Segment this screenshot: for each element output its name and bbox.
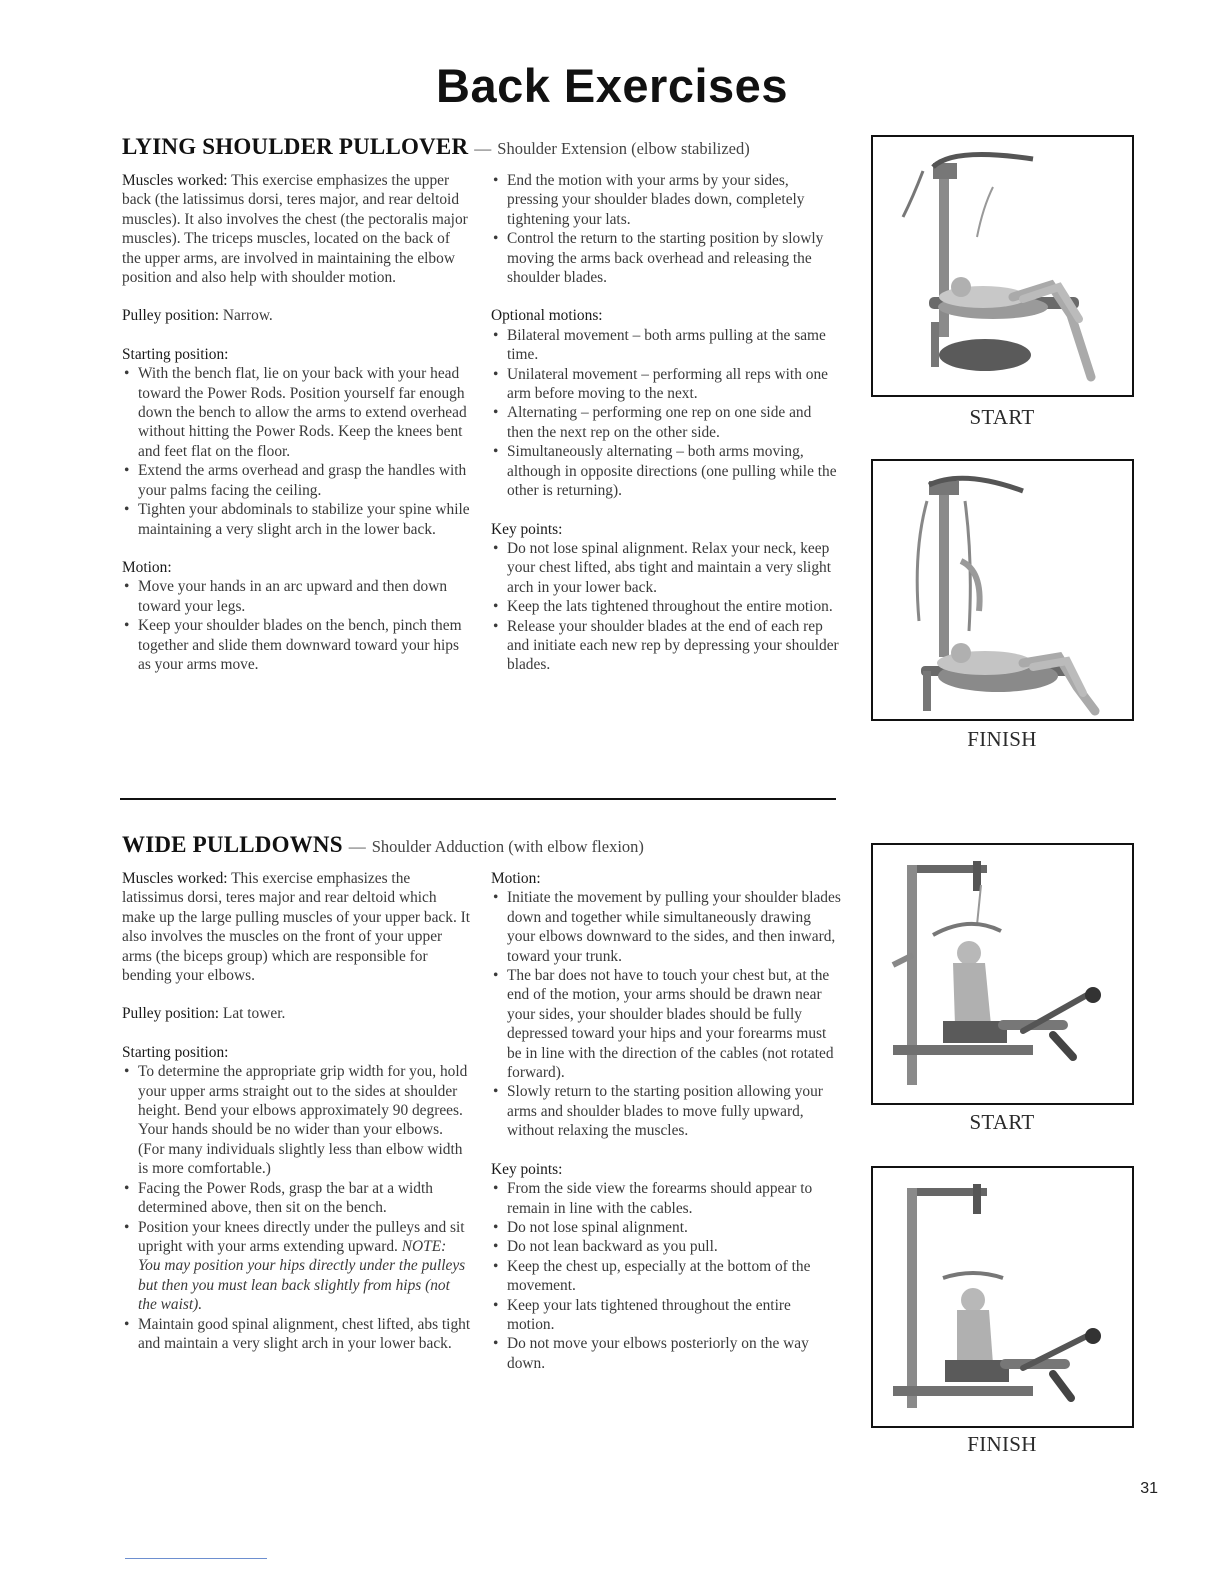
section1-muscles-text: This exercise emphasizes the upper back (the latissimus dorsi, teres major, and rear deltoid muscles). It also involves the chest (the pectoralis major muscles). The triceps muscles, located on the back of the upper arms, are involved in maintaining the elbow position and also help with shoulder motion.: [122, 172, 468, 287]
list-item: • The bar does not have to touch your chest but, at the end of the motion, your arms should be drawn near your sides, your shoulder blades should be fully depressed toward your hips and your forearms must be in line with the direction of the cables (not rotated forward).: [491, 966, 841, 1082]
section1-muscles: [122, 171, 470, 287]
section1-left-column: [122, 171, 470, 674]
pullover-start-caption: START: [969, 405, 1035, 429]
section2-name: WIDE PULLDOWNS: [122, 832, 343, 857]
section2-pulley-value: Lat tower.: [222, 1005, 286, 1023]
list-item: • Extend the arms overhead and grasp the handles with your palms facing the ceiling.: [122, 461, 470, 500]
list-item: • Slowly return to the starting position allowing your arms and shoulder blades to move fully upward, without relaxing the muscles.: [491, 1082, 841, 1140]
pulldown-start-figure: [871, 843, 1134, 1105]
section1-motion-list: [122, 577, 470, 674]
list-item: • Do not lean backward as you pull.: [491, 1237, 841, 1256]
pullover-finish-illustration: [873, 461, 1132, 719]
section1-subtitle: Shoulder Extension (elbow stabilized): [497, 139, 750, 158]
section1-middle-column: [491, 171, 839, 675]
list-item: • Keep your shoulder blades on the bench, pinch them together and slide them downward toward your hips as your arms move.: [122, 616, 470, 674]
list-item: [122, 1218, 472, 1315]
pulldown-finish-figure: [871, 1166, 1134, 1428]
section2-starting-3-text: Position your knees directly under the pulleys and sit upright with your arms extending upward.: [138, 1218, 465, 1255]
list-item: • To determine the appropriate grip width for you, hold your upper arms straight out to the sides at shoulder height. Bend your elbows approximately 90 degrees. Your hands should be no wider than your elbows. (For many individuals slightly less than elbow width is more comfortable.): [122, 1062, 472, 1178]
pulldown-start-illustration: [873, 845, 1132, 1103]
section2-pulley: [122, 1004, 472, 1023]
list-item: • Release your shoulder blades at the end of each rep and initiate each new rep by depressing your shoulder blades.: [491, 617, 839, 675]
page-title: Back Exercises: [436, 59, 788, 112]
section1-key-label: Key points:: [491, 520, 563, 538]
list-item: • End the motion with your arms by your sides, pressing your shoulder blades down, completely tightening your lats.: [491, 171, 839, 229]
footer-line: [125, 1558, 267, 1559]
list-item: • Keep the lats tightened throughout the entire motion.: [491, 597, 839, 616]
section2-muscles-text: This exercise emphasizes the latissimus dorsi, teres major and rear deltoid which make up the large pulling muscles of your upper back. It also involves the muscles on the front of your upper arms (the biceps group) which are responsible for bending your elbows.: [122, 870, 471, 985]
section2-motion-list: [491, 888, 841, 1140]
pullover-start-figure: [871, 135, 1134, 397]
list-item: • Keep your lats tightened throughout the entire motion.: [491, 1296, 841, 1335]
section2-starting-list: [122, 1062, 472, 1353]
list-item: • Facing the Power Rods, grasp the bar at a width determined above, then sit on the bench.: [122, 1179, 472, 1218]
section1-dash: —: [474, 139, 492, 158]
section2-key-label: Key points:: [491, 1160, 563, 1178]
list-item: • Control the return to the starting position by slowly moving the arms back overhead and releasing the shoulder blades.: [491, 229, 839, 287]
list-item: • Alternating – performing one rep on one side and then the next rep on the other side.: [491, 403, 839, 442]
section2-subtitle: Shoulder Adduction (with elbow flexion): [371, 837, 644, 856]
section2-middle-column: [491, 869, 841, 1373]
pulldown-finish-illustration: [873, 1168, 1132, 1426]
page-number: 31: [1140, 1480, 1158, 1497]
section2-muscles: [122, 869, 472, 985]
list-item: • Do not move your elbows posteriorly on the way down.: [491, 1334, 841, 1373]
section2-starting-label: Starting position:: [122, 1043, 229, 1061]
section1-optional-label: Optional motions:: [491, 307, 603, 325]
list-item: • Initiate the movement by pulling your shoulder blades down and together while simultaneously drawing your elbows downward to the sides, and then inward, toward your trunk.: [491, 888, 841, 966]
section-divider: [120, 798, 836, 800]
list-item: • Move your hands in an arc upward and then down toward your legs.: [122, 577, 470, 616]
section1-key-list: [491, 539, 839, 675]
section2-starting-3-note: NOTE: You may position your hips directly under the pulleys but then you must lean back slightly from hips (not the waist).: [138, 1237, 466, 1314]
section1-starting-list: [122, 364, 470, 539]
section2-left-column: [122, 869, 472, 1353]
section2-key-list: [491, 1179, 841, 1373]
section2-pulley-label: Pulley position:: [122, 1005, 220, 1023]
section1-starting-label: Starting position:: [122, 345, 229, 363]
list-item: • Unilateral movement – performing all reps with one arm before moving to the next.: [491, 365, 839, 404]
section1-motion-label: Motion:: [122, 558, 172, 576]
section2-dash: —: [348, 837, 366, 856]
section1-pulley-label: Pulley position:: [122, 307, 220, 325]
section1-name: LYING SHOULDER PULLOVER: [122, 134, 469, 159]
section1-motion-list-cont: [491, 171, 839, 287]
list-item: • Keep the chest up, especially at the bottom of the movement.: [491, 1257, 841, 1296]
section1-pulley: [122, 306, 470, 325]
list-item: • From the side view the forearms should appear to remain in line with the cables.: [491, 1179, 841, 1218]
section2-motion-label: Motion:: [491, 870, 541, 887]
section1-muscles-label: Muscles worked:: [122, 172, 228, 189]
pullover-finish-caption: FINISH: [967, 727, 1037, 751]
section2-heading: [122, 832, 644, 858]
section1-heading: [122, 134, 750, 160]
pulldown-finish-caption: FINISH: [967, 1432, 1037, 1456]
section1-pulley-value: Narrow.: [222, 307, 273, 325]
pullover-finish-figure: [871, 459, 1134, 721]
section2-muscles-label: Muscles worked:: [122, 870, 228, 887]
list-item: • Tighten your abdominals to stabilize your spine while maintaining a very slight arch in the lower back.: [122, 500, 470, 539]
section1-optional-list: [491, 326, 839, 501]
list-item: • Bilateral movement – both arms pulling at the same time.: [491, 326, 839, 365]
list-item: • With the bench flat, lie on your back with your head toward the Power Rods. Position yourself far enough down the bench to allow the arms to extend overhead without hitting the Power Rods. Keep the knees bent and feet flat on the floor.: [122, 364, 470, 461]
list-item: • Do not lose spinal alignment. Relax your neck, keep your chest lifted, abs tight and maintain a very slight arch in your lower back.: [491, 539, 839, 597]
list-item: • Do not lose spinal alignment.: [491, 1218, 841, 1237]
list-item: • Maintain good spinal alignment, chest lifted, abs tight and maintain a very slight arch in your lower back.: [122, 1315, 472, 1354]
pulldown-start-caption: START: [969, 1110, 1035, 1134]
list-item: • Simultaneously alternating – both arms moving, although in opposite directions (one pulling while the other is returning).: [491, 442, 839, 500]
pullover-start-illustration: [873, 137, 1132, 395]
